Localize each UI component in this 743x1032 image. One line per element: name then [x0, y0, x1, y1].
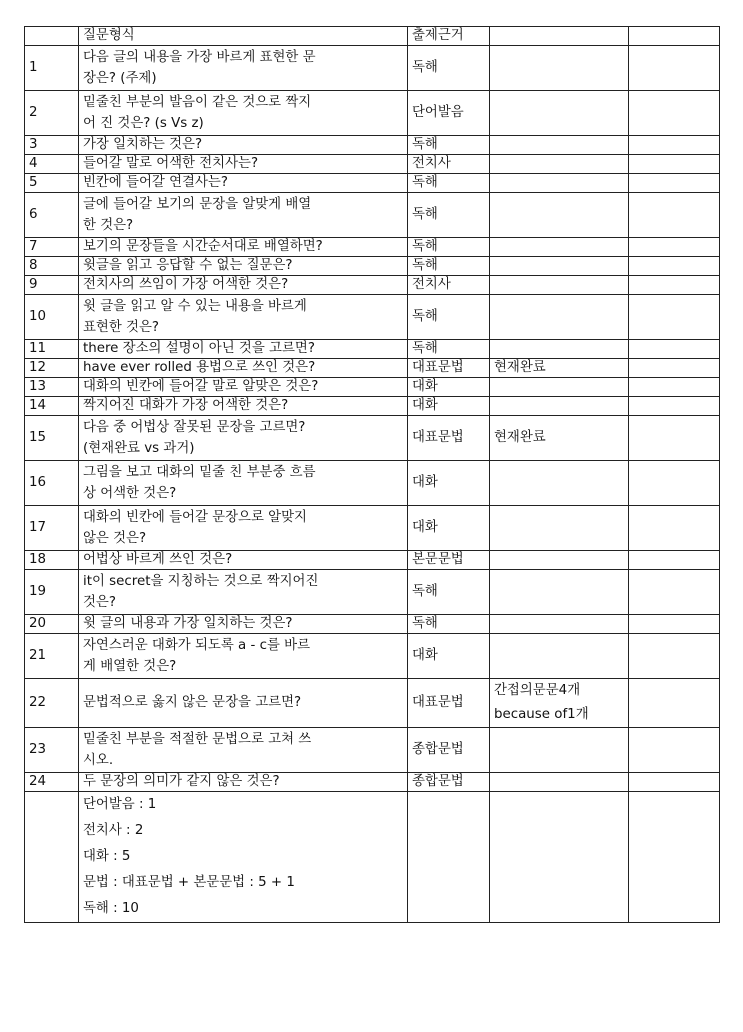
question-form-cell	[79, 461, 408, 506]
table-row	[25, 416, 720, 461]
question-form-cell	[79, 193, 408, 238]
question-note-cell	[490, 155, 629, 174]
question-note-cell	[490, 551, 629, 570]
question-number: 21	[25, 634, 79, 679]
table-body	[25, 27, 720, 923]
question-basis: 종합문법	[408, 773, 490, 792]
question-form-cell: there 장소의 설명이 아닌 것을 고르면?	[79, 340, 408, 359]
question-note-cell	[490, 91, 629, 136]
question-note-cell: 현재완료	[490, 359, 629, 378]
table-row	[25, 728, 720, 773]
question-note-cell	[490, 46, 629, 91]
question-form-cell: 들어갈 말로 어색한 전치사는?	[79, 155, 408, 174]
question-form-cell: 짝지어진 대화가 가장 어색한 것은?	[79, 397, 408, 416]
question-note-cell	[490, 773, 629, 792]
summary-note-cell	[490, 792, 629, 923]
summary-line: 전치사 : 2	[83, 823, 144, 838]
question-basis: 대표문법	[408, 679, 490, 728]
question-form-line: 대화의 빈칸에 들어갈 문장으로 알맞지	[83, 510, 307, 525]
question-number: 16	[25, 461, 79, 506]
question-form-line: 않은 것은?	[83, 531, 147, 546]
question-form-cell	[79, 506, 408, 551]
question-basis: 대화	[408, 634, 490, 679]
question-note-cell	[490, 295, 629, 340]
question-basis: 독해	[408, 136, 490, 155]
table-row	[25, 340, 720, 359]
table-row	[25, 397, 720, 416]
question-number: 24	[25, 773, 79, 792]
table-row	[25, 46, 720, 91]
empty-cell	[629, 136, 720, 155]
empty-cell	[629, 276, 720, 295]
question-form-line: 표현한 것은?	[83, 320, 160, 335]
empty-cell	[629, 46, 720, 91]
empty-cell	[629, 570, 720, 615]
table-row	[25, 615, 720, 634]
table-row	[25, 295, 720, 340]
summary-extra-cell	[629, 792, 720, 923]
empty-cell	[629, 257, 720, 276]
empty-cell	[629, 193, 720, 238]
question-form-line: (현재완료 vs 과거)	[83, 441, 195, 456]
question-form-line: 게 배열한 것은?	[83, 659, 177, 674]
question-note-cell	[490, 340, 629, 359]
question-form-cell: 대화의 빈칸에 들어갈 말로 알맞은 것은?	[79, 378, 408, 397]
question-number: 2	[25, 91, 79, 136]
question-number: 11	[25, 340, 79, 359]
question-form-cell: 두 문장의 의미가 같지 않은 것은?	[79, 773, 408, 792]
question-number: 1	[25, 46, 79, 91]
question-number: 8	[25, 257, 79, 276]
question-note-cell	[490, 257, 629, 276]
question-form-line: 장은? (주제)	[83, 71, 157, 86]
question-analysis-table	[24, 26, 720, 923]
empty-cell	[629, 634, 720, 679]
table-row	[25, 506, 720, 551]
question-number: 3	[25, 136, 79, 155]
question-number: 13	[25, 378, 79, 397]
question-form-line: 다음 중 어법상 잘못된 문장을 고르면?	[83, 420, 306, 435]
question-basis: 전치사	[408, 155, 490, 174]
question-number: 17	[25, 506, 79, 551]
empty-cell	[629, 728, 720, 773]
question-note-cell	[490, 679, 629, 728]
empty-cell	[629, 397, 720, 416]
question-form-line: 밑줄친 부분의 발음이 같은 것으로 짝지	[83, 95, 312, 110]
question-number: 12	[25, 359, 79, 378]
question-number: 19	[25, 570, 79, 615]
question-note-cell	[490, 728, 629, 773]
question-form-line: 어 진 것은? (s Vs z)	[83, 116, 204, 131]
table-row	[25, 773, 720, 792]
question-basis: 독해	[408, 295, 490, 340]
question-basis: 독해	[408, 257, 490, 276]
question-number: 10	[25, 295, 79, 340]
question-note-cell	[490, 378, 629, 397]
table-row	[25, 551, 720, 570]
question-form-line: 밑줄친 부분을 적절한 문법으로 고쳐 쓰	[83, 732, 312, 747]
question-form-cell: 문법적으로 옳지 않은 문장을 고르면?	[79, 679, 408, 728]
question-form-cell: 전치사의 쓰임이 가장 어색한 것은?	[79, 276, 408, 295]
question-note-cell	[490, 634, 629, 679]
empty-cell	[629, 679, 720, 728]
empty-cell	[629, 295, 720, 340]
question-form-line: it이 secret을 지칭하는 것으로 짝지어진	[83, 574, 319, 589]
question-number: 20	[25, 615, 79, 634]
table-row	[25, 257, 720, 276]
empty-cell	[629, 461, 720, 506]
summary-cell	[79, 792, 408, 923]
question-number: 7	[25, 238, 79, 257]
table-row	[25, 461, 720, 506]
question-form-cell	[79, 416, 408, 461]
table-row	[25, 174, 720, 193]
question-basis: 대화	[408, 397, 490, 416]
table-row	[25, 570, 720, 615]
empty-cell	[629, 340, 720, 359]
question-basis: 독해	[408, 340, 490, 359]
question-number: 15	[25, 416, 79, 461]
question-basis: 종합문법	[408, 728, 490, 773]
question-form-line: 상 어색한 것은?	[83, 486, 177, 501]
header-row	[25, 27, 720, 46]
question-basis: 본문문법	[408, 551, 490, 570]
question-form-line: 자연스러운 대화가 되도록 a - c를 바르	[83, 638, 311, 653]
question-number: 5	[25, 174, 79, 193]
empty-cell	[629, 359, 720, 378]
summary-row	[25, 792, 720, 923]
table-row	[25, 193, 720, 238]
question-number: 23	[25, 728, 79, 773]
header-extra-cell	[629, 27, 720, 46]
question-basis: 단어발음	[408, 91, 490, 136]
empty-cell	[629, 238, 720, 257]
question-basis: 독해	[408, 238, 490, 257]
header-basis: 출제근거	[408, 27, 490, 46]
question-note-cell	[490, 193, 629, 238]
summary-line: 독해 : 10	[83, 901, 139, 916]
table-row	[25, 276, 720, 295]
empty-cell	[629, 773, 720, 792]
summary-line: 문법 : 대표문법 + 본문문법 : 5 + 1	[83, 875, 295, 890]
empty-cell	[629, 416, 720, 461]
header-note-cell	[490, 27, 629, 46]
question-form-cell: 어법상 바르게 쓰인 것은?	[79, 551, 408, 570]
summary-num-cell	[25, 792, 79, 923]
question-note-cell	[490, 461, 629, 506]
question-form-cell: 윗글을 읽고 응답할 수 없는 질문은?	[79, 257, 408, 276]
question-form-cell	[79, 570, 408, 615]
question-form-cell	[79, 91, 408, 136]
question-form-cell: 빈칸에 들어갈 연결사는?	[79, 174, 408, 193]
question-basis: 대표문법	[408, 359, 490, 378]
question-form-line: 그림을 보고 대화의 밑줄 친 부분중 흐름	[83, 465, 316, 480]
question-form-line: 윗 글을 읽고 알 수 있는 내용을 바르게	[83, 299, 307, 314]
table-row	[25, 136, 720, 155]
question-form-cell: 보기의 문장들을 시간순서대로 배열하면?	[79, 238, 408, 257]
question-basis: 대표문법	[408, 416, 490, 461]
question-form-cell: 윗 글의 내용과 가장 일치하는 것은?	[79, 615, 408, 634]
question-form-cell	[79, 634, 408, 679]
question-note-line: 간접의문문4개	[494, 683, 581, 698]
question-note-cell	[490, 570, 629, 615]
table-row	[25, 679, 720, 728]
question-basis: 독해	[408, 46, 490, 91]
empty-cell	[629, 378, 720, 397]
question-form-cell: have ever rolled 용법으로 쓰인 것은?	[79, 359, 408, 378]
table-row	[25, 91, 720, 136]
question-basis: 독해	[408, 570, 490, 615]
question-form-cell	[79, 46, 408, 91]
table-row	[25, 155, 720, 174]
empty-cell	[629, 551, 720, 570]
empty-cell	[629, 155, 720, 174]
question-note-cell	[490, 506, 629, 551]
question-form-line: 글에 들어갈 보기의 문장을 알맞게 배열	[83, 197, 312, 212]
question-number: 18	[25, 551, 79, 570]
table-row	[25, 359, 720, 378]
question-note-cell	[490, 397, 629, 416]
summary-line: 대화 : 5	[83, 849, 131, 864]
question-form-cell	[79, 295, 408, 340]
question-note-cell	[490, 238, 629, 257]
summary-basis-cell	[408, 792, 490, 923]
header-num-cell	[25, 27, 79, 46]
question-basis: 전치사	[408, 276, 490, 295]
empty-cell	[629, 615, 720, 634]
question-basis: 대화	[408, 461, 490, 506]
question-basis: 독해	[408, 174, 490, 193]
question-form-line: 다음 글의 내용을 가장 바르게 표현한 문	[83, 50, 316, 65]
question-form-line: 것은?	[83, 595, 116, 610]
question-basis: 대화	[408, 506, 490, 551]
question-number: 14	[25, 397, 79, 416]
empty-cell	[629, 91, 720, 136]
question-note-cell	[490, 276, 629, 295]
question-form-line: 시오.	[83, 753, 114, 768]
question-number: 6	[25, 193, 79, 238]
question-note-cell: 현재완료	[490, 416, 629, 461]
question-form-line: 한 것은?	[83, 218, 134, 233]
header-question-form: 질문형식	[79, 27, 408, 46]
question-basis: 독해	[408, 193, 490, 238]
question-form-cell	[79, 728, 408, 773]
question-note-line: because of1개	[494, 707, 589, 722]
question-number: 9	[25, 276, 79, 295]
empty-cell	[629, 174, 720, 193]
table-row	[25, 634, 720, 679]
table-row	[25, 238, 720, 257]
question-note-cell	[490, 174, 629, 193]
question-number: 4	[25, 155, 79, 174]
question-note-cell	[490, 615, 629, 634]
question-form-cell: 가장 일치하는 것은?	[79, 136, 408, 155]
question-basis: 독해	[408, 615, 490, 634]
question-note-cell	[490, 136, 629, 155]
table-row	[25, 378, 720, 397]
question-number: 22	[25, 679, 79, 728]
question-basis: 대화	[408, 378, 490, 397]
summary-line: 단어발음 : 1	[83, 797, 157, 812]
empty-cell	[629, 506, 720, 551]
